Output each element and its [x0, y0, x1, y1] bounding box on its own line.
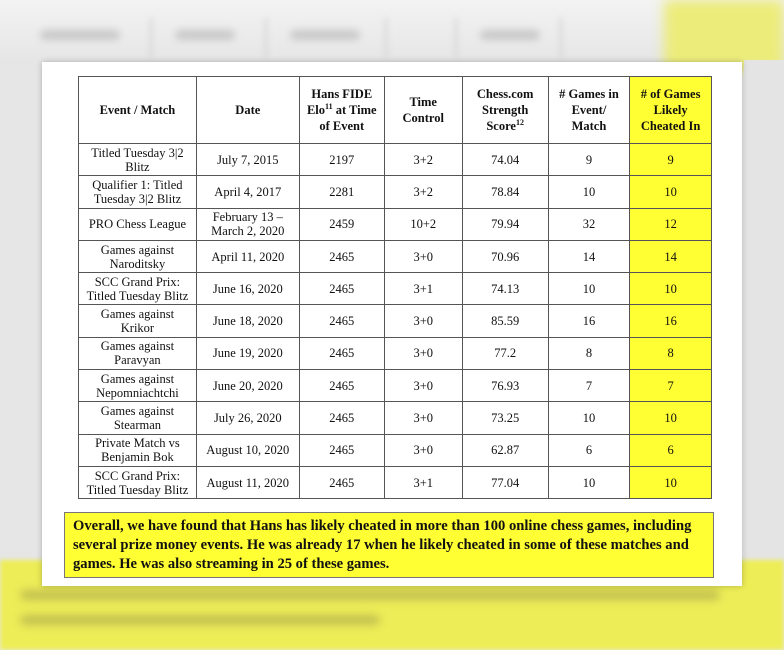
cell-event: Games against Krikor — [79, 305, 197, 337]
table-row — [79, 208, 712, 240]
cell-games: 10 — [548, 402, 629, 434]
cell-event: Games against Stearman — [79, 402, 197, 434]
blur-text — [40, 30, 120, 40]
table-row — [79, 176, 712, 208]
cell-games: 6 — [548, 434, 629, 466]
cell-cheated: 10 — [630, 402, 712, 434]
header-date: Date — [196, 77, 299, 144]
cell-date: April 4, 2017 — [196, 176, 299, 208]
table-row — [79, 273, 712, 305]
cell-elo: 2465 — [299, 305, 384, 337]
cell-date: June 20, 2020 — [196, 370, 299, 402]
header-elo — [299, 77, 384, 144]
blur-text — [290, 30, 360, 40]
cell-elo: 2197 — [299, 144, 384, 176]
header-strength-score — [462, 77, 548, 144]
cell-elo: 2465 — [299, 273, 384, 305]
cell-time-control: 3+2 — [384, 144, 462, 176]
footnote-12: 12 — [515, 117, 524, 127]
blur-text — [480, 30, 540, 40]
cell-cheated: 9 — [630, 144, 712, 176]
table-row — [79, 337, 712, 369]
cell-elo: 2465 — [299, 337, 384, 369]
cell-event: Games against Naroditsky — [79, 240, 197, 272]
cell-date: July 7, 2015 — [196, 144, 299, 176]
blurred-side — [0, 60, 42, 580]
cell-elo: 2281 — [299, 176, 384, 208]
table-row — [79, 370, 712, 402]
header-elo-rest: at Time of Event — [319, 103, 377, 133]
cell-strength-score: 62.87 — [462, 434, 548, 466]
header-time-control: Time Control — [384, 77, 462, 144]
blurred-side — [744, 60, 784, 580]
cell-time-control: 3+0 — [384, 370, 462, 402]
cell-games: 7 — [548, 370, 629, 402]
cell-date: June 16, 2020 — [196, 273, 299, 305]
header-cheated: # of Games Likely Cheated In — [630, 77, 712, 144]
cell-elo: 2465 — [299, 434, 384, 466]
cell-date: February 13 – March 2, 2020 — [196, 208, 299, 240]
cell-games: 32 — [548, 208, 629, 240]
cell-time-control: 3+0 — [384, 337, 462, 369]
blur-divider — [560, 18, 562, 58]
blur-divider — [455, 18, 457, 58]
table-row — [79, 434, 712, 466]
table-row — [79, 144, 712, 176]
cell-cheated: 16 — [630, 305, 712, 337]
cell-time-control: 3+0 — [384, 402, 462, 434]
cell-time-control: 10+2 — [384, 208, 462, 240]
table-row — [79, 466, 712, 498]
cell-event: SCC Grand Prix: Titled Tuesday Blitz — [79, 466, 197, 498]
cell-strength-score: 77.2 — [462, 337, 548, 369]
cell-games: 14 — [548, 240, 629, 272]
cell-time-control: 3+1 — [384, 466, 462, 498]
cell-time-control: 3+0 — [384, 434, 462, 466]
cell-time-control: 3+2 — [384, 176, 462, 208]
cell-strength-score: 73.25 — [462, 402, 548, 434]
cell-date: April 11, 2020 — [196, 240, 299, 272]
cell-event: Titled Tuesday 3|2 Blitz — [79, 144, 197, 176]
cell-strength-score: 74.13 — [462, 273, 548, 305]
cell-date: July 26, 2020 — [196, 402, 299, 434]
cell-cheated: 7 — [630, 370, 712, 402]
cell-elo: 2465 — [299, 402, 384, 434]
cell-cheated: 10 — [630, 466, 712, 498]
cell-event: Games against Nepomniachtchi — [79, 370, 197, 402]
cell-games: 16 — [548, 305, 629, 337]
cell-elo: 2465 — [299, 370, 384, 402]
header-elo-text: Hans FIDE Elo — [306, 87, 373, 117]
table-header-row — [79, 77, 712, 144]
cell-strength-score: 74.04 — [462, 144, 548, 176]
cell-cheated: 12 — [630, 208, 712, 240]
cell-games: 10 — [548, 176, 629, 208]
cell-event: SCC Grand Prix: Titled Tuesday Blitz — [79, 273, 197, 305]
cell-cheated: 10 — [630, 273, 712, 305]
header-games: # Games in Event/ Match — [548, 77, 629, 144]
table-body — [79, 144, 712, 499]
cell-games: 10 — [548, 466, 629, 498]
cell-date: August 10, 2020 — [196, 434, 299, 466]
blur-divider — [385, 18, 387, 58]
cell-cheated: 14 — [630, 240, 712, 272]
cell-games: 10 — [548, 273, 629, 305]
table-row — [79, 240, 712, 272]
cell-date: June 19, 2020 — [196, 337, 299, 369]
cell-cheated: 6 — [630, 434, 712, 466]
cell-strength-score: 79.94 — [462, 208, 548, 240]
cell-event: Private Match vs Benjamin Bok — [79, 434, 197, 466]
cell-elo: 2459 — [299, 208, 384, 240]
cell-games: 8 — [548, 337, 629, 369]
document-page — [42, 62, 742, 586]
cell-strength-score: 76.93 — [462, 370, 548, 402]
cell-date: June 18, 2020 — [196, 305, 299, 337]
table-row — [79, 402, 712, 434]
cell-time-control: 3+0 — [384, 305, 462, 337]
cell-elo: 2465 — [299, 466, 384, 498]
cell-cheated: 8 — [630, 337, 712, 369]
cell-cheated: 10 — [630, 176, 712, 208]
summary-box: Overall, we have found that Hans has likely cheated in more than 100 online chess games, including several prize money events. He was already 17 when he likely cheated in some of these matches and games. He was also streaming in 25 of these games. — [64, 512, 714, 578]
cell-strength-score: 77.04 — [462, 466, 548, 498]
cell-time-control: 3+1 — [384, 273, 462, 305]
cell-event: PRO Chess League — [79, 208, 197, 240]
cell-event: Games against Paravyan — [79, 337, 197, 369]
blur-text — [175, 30, 235, 40]
header-event: Event / Match — [79, 77, 197, 144]
cell-games: 9 — [548, 144, 629, 176]
cell-strength-score: 85.59 — [462, 305, 548, 337]
cell-time-control: 3+0 — [384, 240, 462, 272]
header-score-text: Chess.com Strength Score — [476, 87, 534, 133]
cell-date: August 11, 2020 — [196, 466, 299, 498]
cell-strength-score: 70.96 — [462, 240, 548, 272]
cell-elo: 2465 — [299, 240, 384, 272]
cell-event: Qualifier 1: Titled Tuesday 3|2 Blitz — [79, 176, 197, 208]
blur-divider — [150, 18, 152, 58]
table-row — [79, 305, 712, 337]
blur-text — [20, 615, 380, 625]
footnote-11: 11 — [325, 101, 333, 111]
cheating-table — [78, 76, 712, 499]
blur-divider — [265, 18, 267, 58]
blur-text — [20, 590, 720, 600]
cell-strength-score: 78.84 — [462, 176, 548, 208]
